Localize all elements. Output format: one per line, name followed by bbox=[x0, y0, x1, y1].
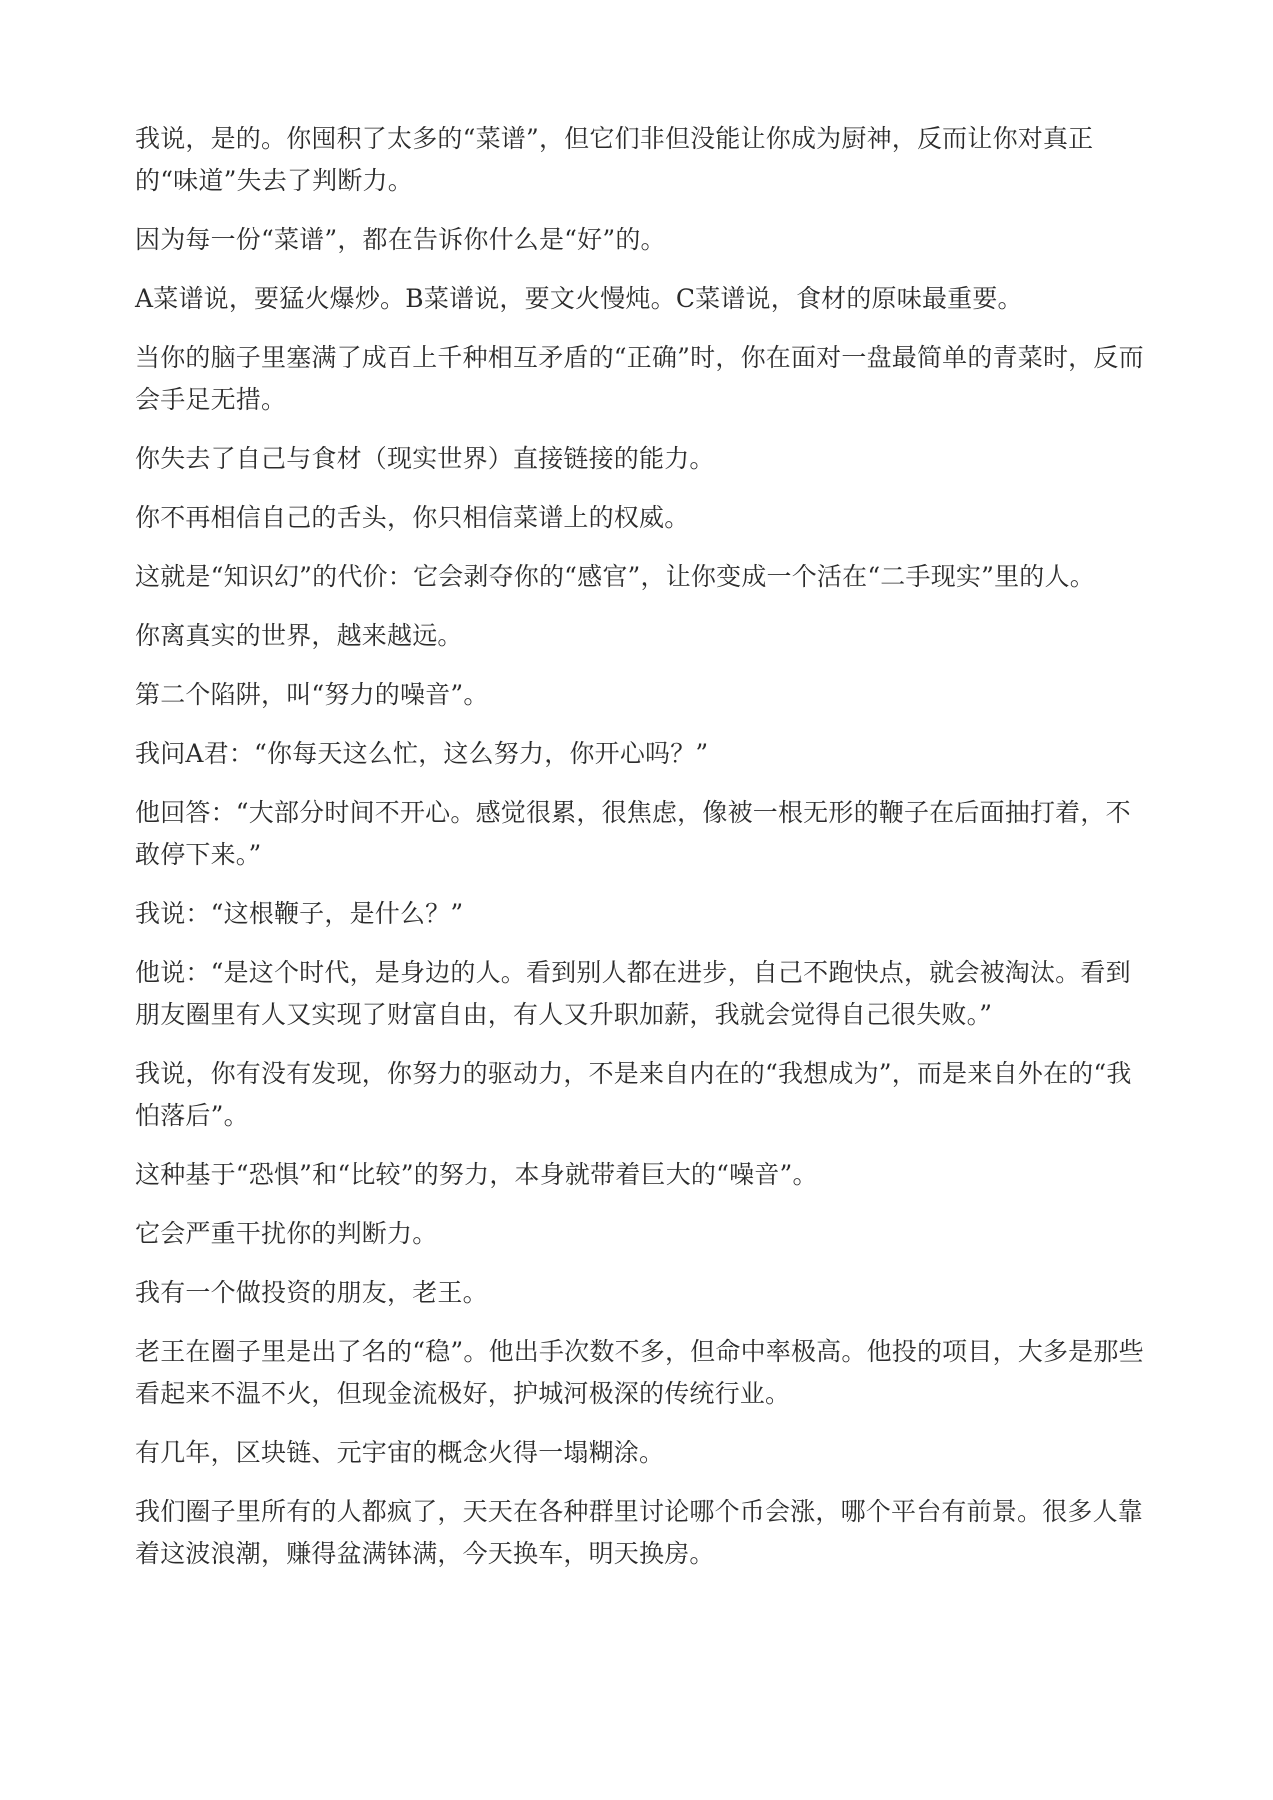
paragraph: 我问A君：“你每天这么忙，这么努力，你开心吗？” bbox=[135, 739, 709, 768]
paragraph: 我说，你有没有发现，你努力的驱动力，不是来自内在的“我想成为”，而是来自外在的“我怕落后”。 bbox=[135, 1059, 1132, 1130]
paragraph: 这就是“知识幻”的代价：它会剥夺你的“感官”，让你变成一个活在“二手现实”里的人。 bbox=[135, 562, 1095, 591]
paragraph: A菜谱说，要猛火爆炒。B菜谱说，要文火慢炖。C菜谱说，食材的原味最重要。 bbox=[135, 284, 1023, 313]
paragraph: 有几年，区块链、元宇宙的概念火得一塌糊涂。 bbox=[135, 1438, 665, 1467]
paragraph: 你失去了自己与食材（现实世界）直接链接的能力。 bbox=[135, 444, 715, 473]
article-body bbox=[135, 118, 1145, 1592]
paragraph: 我们圈子里所有的人都疯了，天天在各种群里讨论哪个币会涨，哪个平台有前景。很多人靠着这波浪潮，赚得盆满钵满，今天换车，明天换房。 bbox=[135, 1497, 1144, 1568]
paragraph: 第二个陷阱，叫“努力的噪音”。 bbox=[135, 680, 489, 709]
paragraph: 因为每一份“菜谱”，都在告诉你什么是“好”的。 bbox=[135, 225, 666, 254]
paragraph: 你不再相信自己的舌头，你只相信菜谱上的权威。 bbox=[135, 503, 690, 532]
paragraph: 我说，是的。你囤积了太多的“菜谱”，但它们非但没能让你成为厨神，反而让你对真正的“味道”失去了判断力。 bbox=[135, 124, 1094, 195]
paragraph: 它会严重干扰你的判断力。 bbox=[135, 1219, 438, 1248]
paragraph: 我说：“这根鞭子，是什么？” bbox=[135, 899, 464, 928]
paragraph: 他说：“是这个时代，是身边的人。看到别人都在进步，自己不跑快点，就会被淘汰。看到朋友圈里有人又实现了财富自由，有人又升职加薪，我就会觉得自己很失败。” bbox=[135, 958, 1131, 1029]
paragraph: 他回答：“大部分时间不开心。感觉很累，很焦虑，像被一根无形的鞭子在后面抽打着，不敢停下来。” bbox=[135, 798, 1131, 869]
paragraph: 老王在圈子里是出了名的“稳”。他出手次数不多，但命中率极高。他投的项目，大多是那些看起来不温不火，但现金流极好，护城河极深的传统行业。 bbox=[135, 1337, 1144, 1408]
paragraph: 你离真实的世界，越来越远。 bbox=[135, 621, 463, 650]
paragraph: 我有一个做投资的朋友，老王。 bbox=[135, 1278, 488, 1307]
paragraph: 当你的脑子里塞满了成百上千种相互矛盾的“正确”时，你在面对一盘最简单的青菜时，反而会手足无措。 bbox=[135, 343, 1144, 414]
paragraph: 这种基于“恐惧”和“比较”的努力，本身就带着巨大的“噪音”。 bbox=[135, 1160, 818, 1189]
